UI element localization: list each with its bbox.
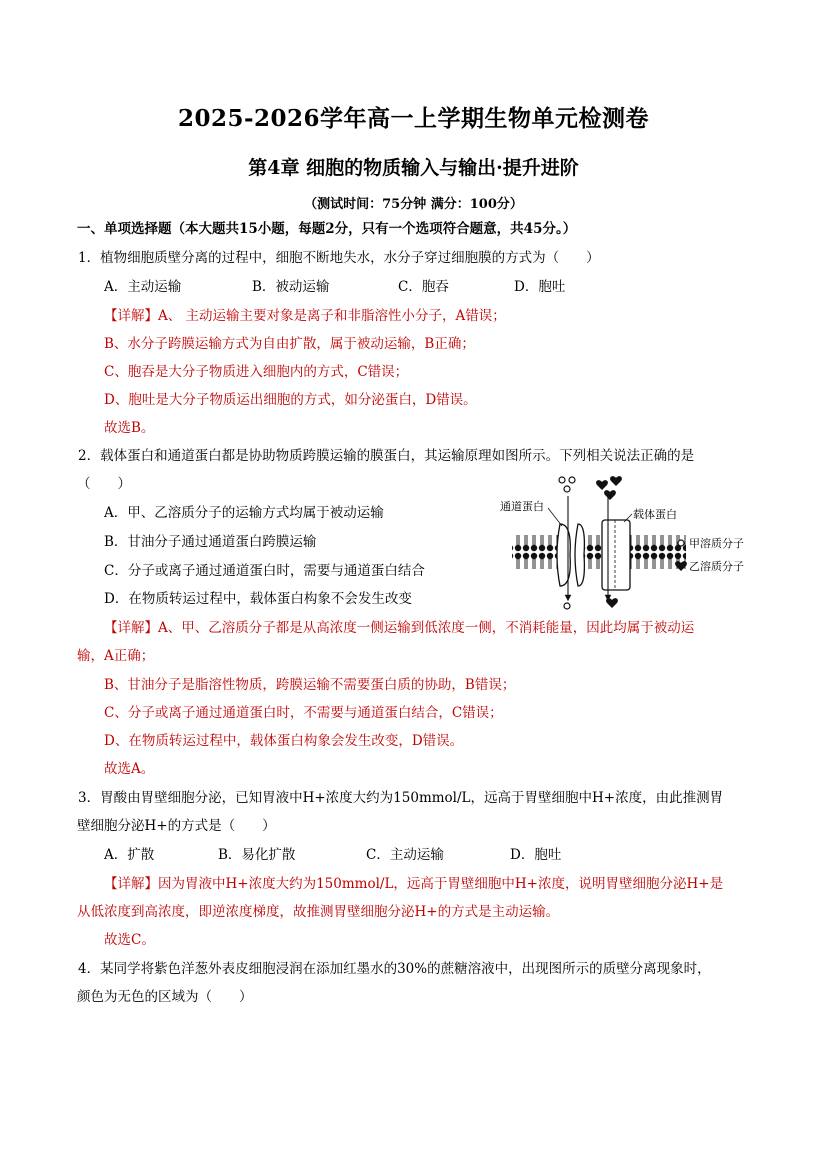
q2-explain-2: 输，A正确； — [77, 648, 155, 664]
q1-option-a: A．主动运输 — [104, 279, 182, 295]
q3-options — [104, 845, 561, 865]
q2-explain-3: B、甘油分子是脂溶性物质，跨膜运输不需要蛋白质的协助，B错误； — [104, 677, 516, 693]
section-heading: 一、单项选择题（本大题共15小题，每题2分，只有一个选项符合题意，共45分。） — [77, 221, 577, 237]
channel-protein — [557, 524, 584, 586]
q2-stem-2: （ ） — [77, 476, 131, 492]
q3-option-d: D．胞吐 — [510, 847, 562, 863]
channel-protein-label: 通道蛋白 — [500, 500, 544, 513]
q1-answer: 故选B。 — [104, 420, 155, 436]
lipid-bilayer-left — [512, 534, 560, 576]
q1-explain-2: B、水分子跨膜运输方式为自由扩散，属于被动运输，B正确； — [104, 336, 475, 352]
legend-solute-b: 乙溶质分子 — [689, 560, 744, 573]
q1-options — [104, 277, 565, 297]
exam-info: （测试时间：75分钟 满分：100分） — [304, 197, 523, 212]
q2-stem-1: 2．载体蛋白和通道蛋白都是协助物质跨膜运输的膜蛋白，其运输原理如图所示。下列相关说法正确的是 — [78, 448, 695, 464]
q2-explain-4: C、分子或离子通过通道蛋白时，不需要与通道蛋白结合，C错误； — [104, 705, 503, 721]
exam-title: 2025-2026学年高一上学期生物单元检测卷 — [177, 105, 650, 132]
q1-explain-4: D、胞吐是大分子物质运出细胞的方式，如分泌蛋白，D错误。 — [104, 392, 477, 408]
q3-option-c: C．主动运输 — [366, 847, 444, 863]
q2-option-a: A．甲、乙溶质分子的运输方式均属于被动运输 — [104, 505, 384, 521]
q2-option-b: B．甘油分子通过通道蛋白跨膜运输 — [104, 534, 317, 550]
q3-option-b: B．易化扩散 — [218, 847, 296, 863]
q1-option-d: D．胞吐 — [514, 279, 566, 295]
q1-explain-1: 【详解】A、 主动运输主要对象是离子和非脂溶性小分子，A错误； — [104, 308, 506, 324]
q1-option-b: B．被动运输 — [252, 279, 330, 295]
q3-answer: 故选C。 — [104, 932, 155, 948]
q2-option-d: D．在物质转运过程中，载体蛋白构象不会发生改变 — [104, 591, 412, 607]
chapter-subtitle: 第4章 细胞的物质输入与输出·提升进阶 — [248, 157, 579, 179]
q3-explain-2: 从低浓度到高浓度，即逆浓度梯度，故推测胃壁细胞分泌H+的方式是主动运输。 — [77, 904, 560, 920]
q3-explain-1: 【详解】因为胃液中H+浓度大约为150mmol/L，远高于胃壁细胞中H+浓度，说明胃壁细胞分泌H+是 — [104, 876, 724, 892]
q1-option-c: C．胞吞 — [398, 279, 449, 295]
lipid-bilayer-right — [630, 534, 686, 576]
q4-stem-2: 颜色为无色的区域为（ ） — [77, 989, 253, 1005]
q4-stem-1: 4．某同学将紫色洋葱外表皮细胞浸润在添加红墨水的30%的蔗糖溶液中，出现图所示的质壁分离现象时， — [78, 961, 711, 977]
carrier-protein-label: 载体蛋白 — [633, 508, 677, 521]
q2-explain-1: 【详解】A、甲、乙溶质分子都是从高浓度一侧运输到低浓度一侧，不消耗能量，因此均属于被动运 — [104, 620, 695, 636]
membrane-transport-figure — [498, 468, 788, 618]
q1-stem: 1．植物细胞质壁分离的过程中，细胞不断地失水，水分子穿过细胞膜的方式为（ ） — [78, 250, 600, 266]
q2-answer: 故选A。 — [104, 761, 155, 777]
q2-option-c: C．分子或离子通过通道蛋白时，需要与通道蛋白结合 — [104, 563, 425, 579]
carrier-protein — [602, 520, 630, 590]
legend-solute-a: 甲溶质分子 — [689, 537, 744, 550]
q3-option-a: A．扩散 — [104, 847, 155, 863]
q3-stem-2: 壁细胞分泌H+的方式是（ ） — [77, 818, 276, 834]
q1-explain-3: C、胞吞是大分子物质进入细胞内的方式，C错误； — [104, 364, 409, 380]
q2-explain-5: D、在物质转运过程中，载体蛋白构象会发生改变，D错误。 — [104, 733, 464, 749]
q3-stem-1: 3．胃酸由胃壁细胞分泌，已知胃液中H+浓度大约为150mmol/L，远高于胃壁细胞中H+浓度，由此推测胃 — [78, 790, 724, 806]
